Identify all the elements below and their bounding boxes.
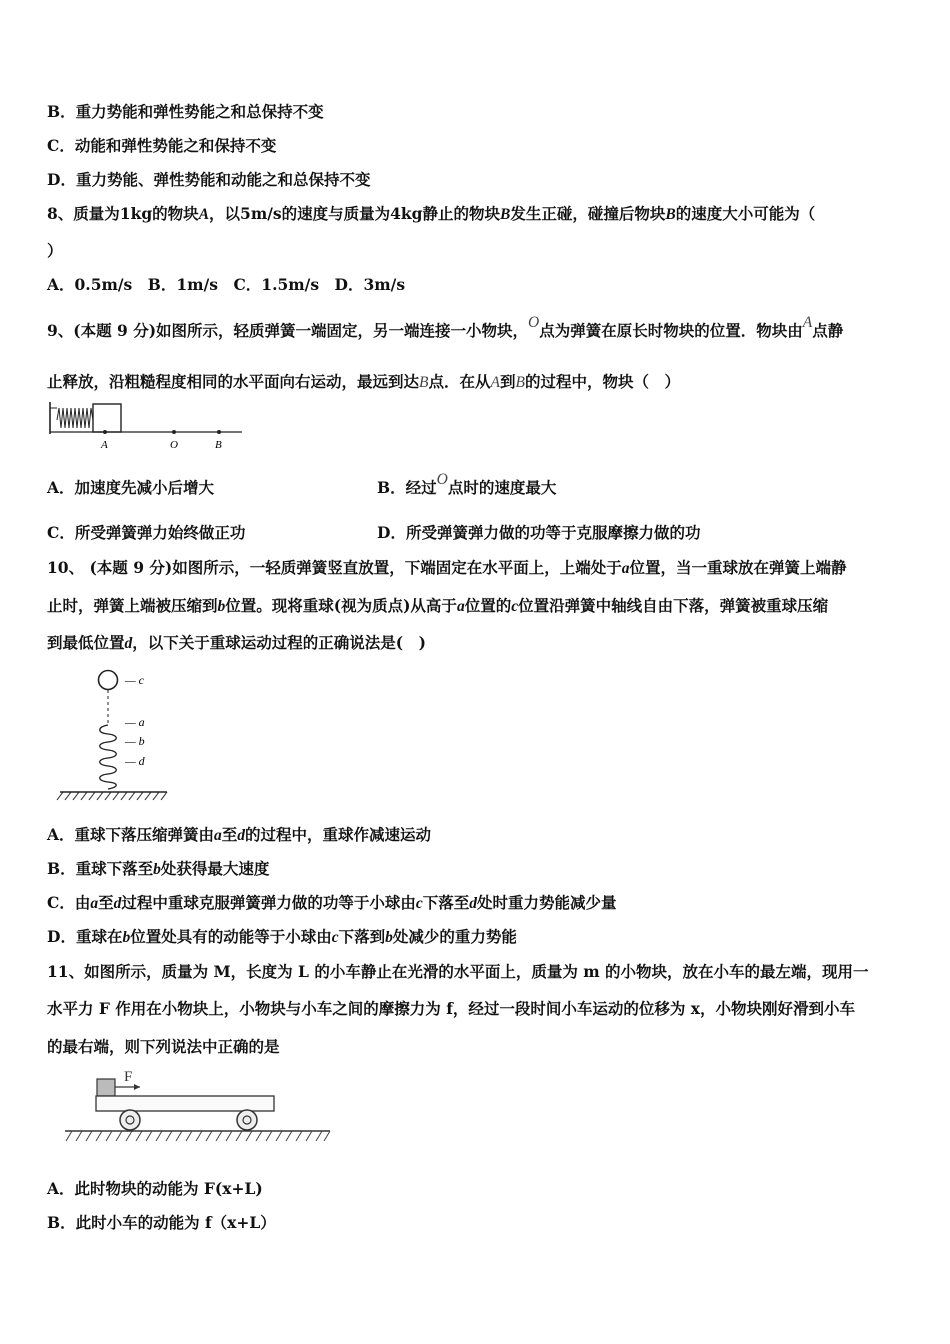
horizontal-spring bbox=[57, 408, 93, 428]
q7-option-b: B．重力势能和弹性势能之和总保持不变 bbox=[47, 102, 324, 121]
ground-hatching bbox=[57, 792, 167, 800]
q9-stem-line1: 9、(本题 9 分)如图所示，轻质弹簧一端固定，另一端连接一小物块，O点为弹簧在原长时物块的位置．物块由A点静 bbox=[47, 314, 844, 340]
q10-vertical-spring-figure bbox=[55, 665, 175, 805]
q11-option-a: A．此时物块的动能为 F(x+L) bbox=[47, 1179, 263, 1198]
q8-options: A．0.5m/s B．1m/s C．1.5m/s D．3m/s bbox=[47, 275, 406, 294]
q9-option-b: B．经过O点时的速度最大 bbox=[377, 471, 557, 497]
label-a: — a bbox=[125, 715, 145, 729]
point-b-dot bbox=[217, 430, 221, 434]
point-a-dot bbox=[103, 430, 107, 434]
q10-stem-line3: 到最低位置d，以下关于重球运动过程的正确说法是( ) bbox=[47, 633, 426, 652]
label-b: — b bbox=[125, 734, 145, 748]
label-o: O bbox=[170, 439, 178, 451]
q9-option-c: C．所受弹簧弹力始终做正功 bbox=[47, 523, 246, 542]
q7-option-d: D．重力势能、弹性势能和动能之和总保持不变 bbox=[47, 170, 371, 189]
q7-option-c: C．动能和弹性势能之和保持不变 bbox=[47, 136, 277, 155]
heavy-ball bbox=[99, 671, 118, 690]
q10-stem-line1: 10、 (本题 9 分)如图所示，一轻质弹簧竖直放置，下端固定在水平面上，上端处于a位置，当一重球放在弹簧上端静 bbox=[47, 558, 847, 577]
q9-option-a: A．加速度先减小后增大 bbox=[47, 478, 215, 497]
q10-option-b: B．重球下落至b处获得最大速度 bbox=[47, 859, 270, 878]
vertical-spring bbox=[100, 725, 117, 789]
q11-cart-figure bbox=[62, 1065, 334, 1150]
q8-stem-close: ） bbox=[47, 241, 63, 260]
label-d: — d bbox=[125, 754, 145, 768]
block bbox=[93, 404, 121, 432]
q10-option-c: C．由a至d过程中重球克服弹簧弹力做的功等于小球由c下落至d处时重力势能减少量 bbox=[47, 893, 617, 912]
q11-option-b: B．此时小车的动能为 f（x+L） bbox=[47, 1213, 276, 1232]
cart-body bbox=[96, 1096, 274, 1111]
q11-stem-line3: 的最右端，则下列说法中正确的是 bbox=[47, 1037, 280, 1056]
q11-stem-line2: 水平力 F 作用在小物块上，小物块与小车之间的摩擦力为 f，经过一段时间小车运动的位移为 x，小物块刚好滑到小车 bbox=[47, 999, 856, 1018]
q10-option-a: A．重球下落压缩弹簧由a至d的过程中，重球作减速运动 bbox=[47, 825, 432, 844]
label-a: A bbox=[101, 439, 108, 451]
q8-stem: 8、质量为1kg的物块A，以5m/s的速度与质量为4kg静止的物块B发生正碰，碰撞后物块B的速度大小可能为（ bbox=[47, 204, 816, 223]
q9-spring-block-figure bbox=[47, 400, 247, 452]
ground-hatching bbox=[66, 1131, 330, 1141]
label-c: — c bbox=[125, 673, 144, 687]
force-label: F bbox=[124, 1069, 133, 1085]
q10-stem-line2: 止时，弹簧上端被压缩到b位置。现将重球(视为质点)从高于a位置的c位置沿弹簧中轴线自由下落，弹簧被重球压缩 bbox=[47, 596, 829, 615]
q9-option-d: D．所受弹簧弹力做的功等于克服摩擦力做的功 bbox=[377, 523, 701, 542]
small-block bbox=[97, 1079, 115, 1096]
right-wheel bbox=[237, 1110, 257, 1130]
label-b: B bbox=[215, 439, 222, 451]
q9-stem-line2: 止释放，沿粗糙程度相同的水平面向右运动，最远到达B点．在从A到B的过程中，物块（ ） bbox=[47, 372, 680, 391]
q10-option-d: D．重球在b位置处具有的动能等于小球由c下落到b处减少的重力势能 bbox=[47, 927, 517, 946]
point-o-dot bbox=[172, 430, 176, 434]
left-wheel bbox=[120, 1110, 140, 1130]
q11-stem-line1: 11、如图所示，质量为 M，长度为 L 的小车静止在光滑的水平面上，质量为 m 的小物块，放在小车的最左端，现用一 bbox=[47, 962, 869, 981]
